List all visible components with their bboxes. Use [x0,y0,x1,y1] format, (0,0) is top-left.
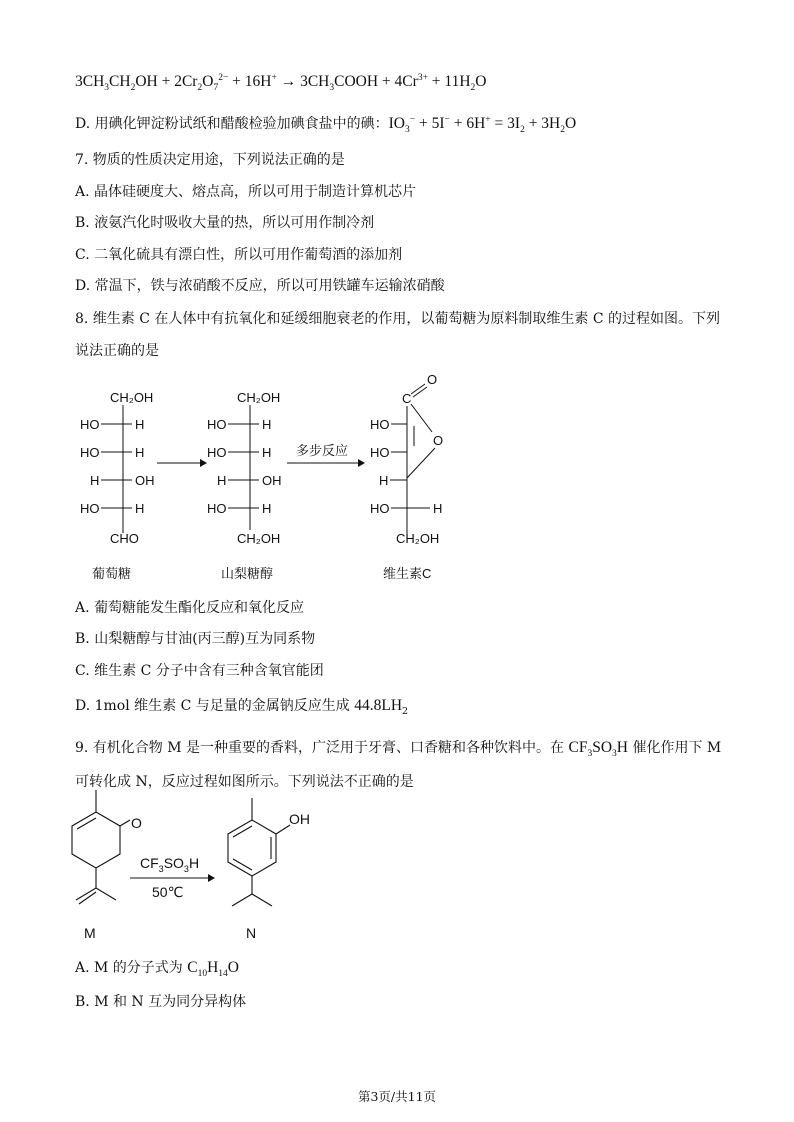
m-label: M [84,925,96,941]
q8-stem-line1: 8. 维生素 C 在人体中有抗氧化和延缓细胞衰老的作用，以葡萄糖为原料制取维生素 C 的过程如图。下列 [75,311,721,327]
sorbitol-label: 山梨糖醇 [221,566,274,581]
svg-text:H: H [90,473,100,488]
svg-text:O: O [131,815,142,831]
svg-text:HO: HO [370,501,390,516]
svg-text:CF3SO3H: $CF_3SO_3H$ [140,855,200,874]
svg-text:HO: HO [80,445,100,460]
svg-text:HO: HO [207,445,227,460]
svg-text:HO: HO [80,501,100,516]
sorbitol-structure [207,390,282,581]
svg-text:HO: HO [80,417,100,432]
q8-option-b: B. 山梨糖醇与甘油(丙三醇)互为同系物 [75,631,316,647]
svg-text:H: H [217,473,227,488]
q9-stem-line1: 9. 有机化合物 M 是一种重要的香料，广泛用于牙膏、口香糖和各种饮料中。在 $CF_3SO_3H$ 催化作用下 M [75,739,722,760]
vitamin-c-label: 维生素C [383,566,432,581]
glucose-structure [80,390,155,581]
svg-text:H: H [262,445,272,460]
q9-reaction-diagram [72,790,310,941]
q7-option-d: D. 常温下，铁与浓硝酸不反应，所以可用铁罐车运输浓硝酸 [75,278,445,294]
svg-text:H: H [135,501,145,516]
svg-text:C: C [402,391,412,406]
molecule-m [72,790,142,941]
svg-text:OH: OH [289,811,310,827]
svg-text:HO: HO [207,501,227,516]
q7-option-c: C. 二氧化硫具有漂白性，所以可用作葡萄酒的添加剂 [75,247,403,263]
q9-option-a: A. M 的分子式为 $C_{10}H_{14}O$ [75,959,239,980]
svg-text:CH₂OH: CH₂OH [237,390,281,405]
reaction-equation: $3CH_3CH_2OH + 2Cr_2O_7^{2-} + 16H^+$ → $3CH_3COOH + 4Cr^{3+} + 11H_2O$ [75,72,487,94]
svg-text:OH: OH [262,473,282,488]
option-6d: D. 用碘化钾淀粉试纸和醋酸检验加碘食盐中的碘：$IO_3^- + 5I^- + 6H^+ = 3I_2 + 3H_2O$ [75,114,577,136]
svg-text:50℃: 50℃ [152,884,184,900]
q7-option-b: B. 液氨汽化时吸收大量的热，所以可用作制冷剂 [75,215,375,231]
svg-text:HO: HO [370,445,390,460]
glucose-top-group: CH₂OH [110,390,154,405]
q8-option-d: D. 1mol 维生素 C 与足量的金属钠反应生成 $44.8LH_2$ [75,697,409,717]
q9-reaction-arrow [130,855,215,900]
svg-text:HO: HO [370,417,390,432]
molecule-n [228,798,310,941]
q8-option-a: A. 葡萄糖能发生酯化反应和氧化反应 [75,600,305,616]
svg-text:HO: HO [207,417,227,432]
n-label: N [246,925,257,941]
svg-text:H: H [262,501,272,516]
q8-stem-line2: 说法正确的是 [75,343,159,359]
multistep-label: 多步反应 [296,443,349,458]
svg-text:H: H [135,417,145,432]
vitamin-c-structure [370,372,443,581]
svg-text:O: O [427,372,438,387]
q7-stem: 7. 物质的性质决定用途，下列说法正确的是 [75,152,345,168]
q9-stem-line2: 可转化成 N，反应过程如图所示。下列说法不正确的是 [75,774,414,790]
svg-text:CH₂OH: CH₂OH [396,531,440,546]
svg-text:H: H [379,473,389,488]
svg-text:CH₂OH: CH₂OH [237,531,281,546]
q7-option-a: A. 晶体硅硬度大、熔点高，所以可用于制造计算机芯片 [75,184,417,200]
svg-text:H: H [262,417,272,432]
svg-text:OH: OH [135,473,155,488]
svg-text:H: H [433,501,443,516]
q8-option-c: C. 维生素 C 分子中含有三种含氧官能团 [75,663,324,679]
q9-option-b: B. M 和 N 互为同分异构体 [75,994,247,1010]
glucose-label: 葡萄糖 [92,566,132,581]
svg-text:H: H [135,445,145,460]
page-footer: 第3页/共11页 [357,1089,437,1104]
svg-text:O: O [433,433,444,448]
glucose-bottom-group: CHO [110,531,139,546]
